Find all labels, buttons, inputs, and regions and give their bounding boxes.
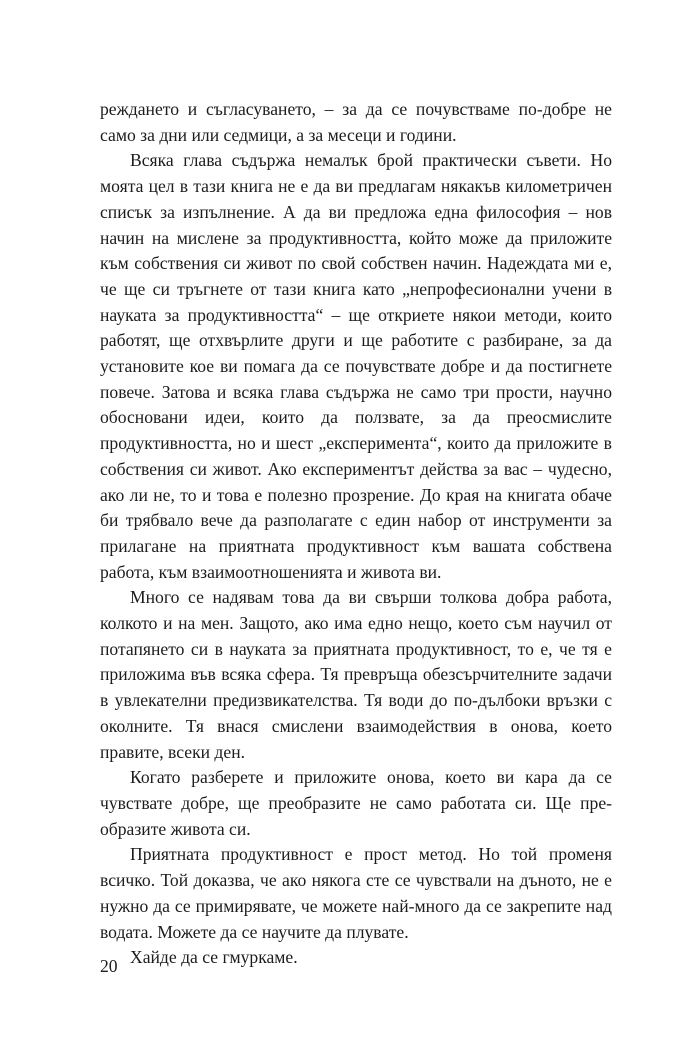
- book-page-body: [100, 97, 612, 971]
- paragraph-1: реждането и съгласуването, – за да се почувстваме по-добре не само за дни или седмици, а за месеци и години.: [100, 99, 612, 145]
- paragraph-4: Когато разберете и приложите онова, което ви кара да се чувствате добре, ще преобразите не само работата си. Ще преобразите живота си.: [100, 767, 612, 839]
- paragraph-5: Приятната продуктивност е прост метод. Но той променя всичко. Той доказва, че ако някога сте се чувствали на дъното, не е нужно да се примирявате, че можете най-много да се закрепите над водата. Можете да се научите да плувате.: [100, 844, 612, 942]
- page-number: 20: [100, 956, 118, 976]
- paragraph-6: Хайде да се гмуркаме.: [130, 947, 298, 968]
- paragraph-2: Всяка глава съдържа немалък брой практически съвети. Но моята цел в тази книга не е да ви предлагам някакъв километричен списък за изпълнение. А да ви предложа една философия – нов начин на мислене за продуктивността, който може да приложите към собствения си живот по свой собствен начин. Надеждата ми е, че ще си тръгнете от тази книга като „непрофесионални учени в науката за продуктивността“ – ще откриете някои методи, които работят, ще отхвърлите други и ще работите с разбиране, за да установите кое ви помага да се почувствате добре и да постигнете повече. Затова и всяка глава съдържа не само три прости, научно обосновани идеи, които да ползвате, за да преосмислите продуктивността, но и шест „експеримента“, които да приложите в собствения си живот. Ако експериментът действа за вас – чудесно, ако ли не, то и това е полезно прозрение. До края на книгата обаче би трябвало вече да разполагате с един набор от инструменти за прилагане на приятната продуктивност към вашата собствена работа, към взаимоотношенията и живота ви.: [100, 150, 612, 582]
- paragraph-3: Много се надявам това да ви свърши толкова добра работа, колкото и на мен. Защото, ако има едно нещо, което съм научил от потапянето си в науката за приятната продуктивност, то е, че тя е приложима във всяка сфера. Тя превръща обезсърчителните задачи в увлекателни предизвикателства. Тя води до по-дълбоки връзки с околните. Тя внася смислени взаимодействия в онова, което правите, всеки ден.: [100, 587, 612, 762]
